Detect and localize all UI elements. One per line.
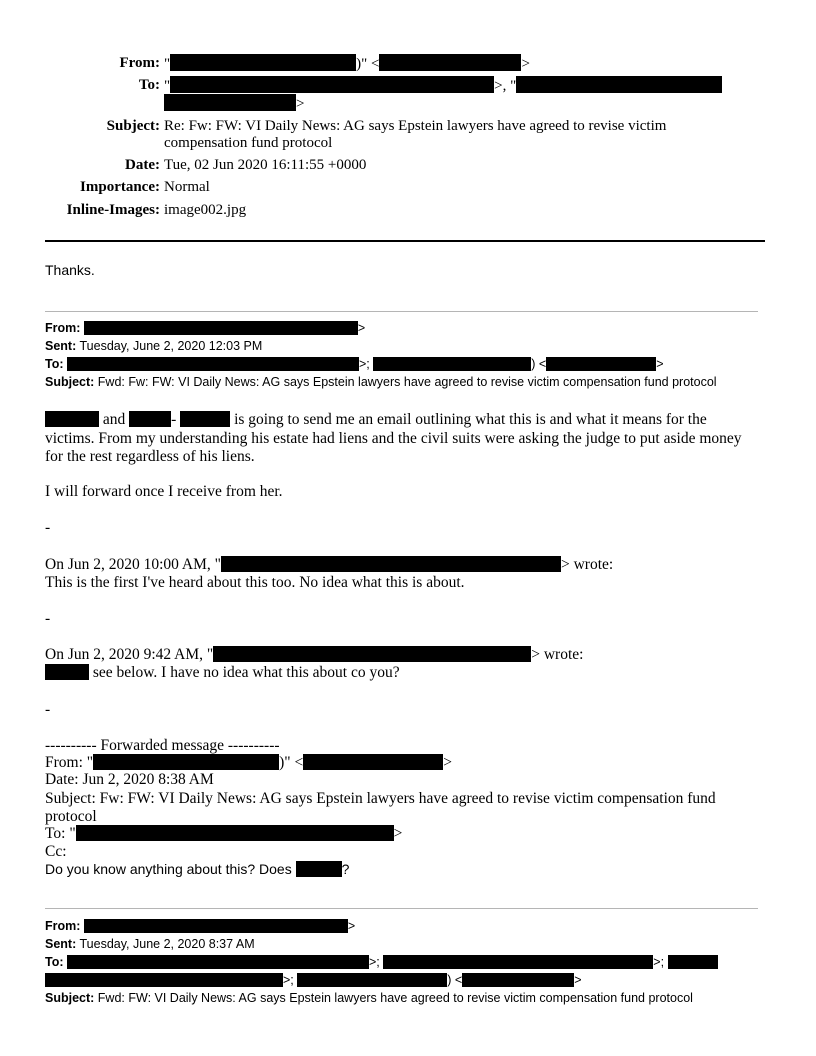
redaction [668,955,718,969]
redaction [373,357,531,371]
redaction [379,54,521,71]
fwd2-from: From: > [45,919,356,933]
importance-label: Importance: [80,179,160,195]
redaction [303,754,443,770]
redaction [170,54,356,71]
redaction [164,94,296,111]
fwd2-sent: Sent: Tuesday, June 2, 2020 8:37 AM [45,937,255,951]
body-p1-line3: for the rest regardless of his liens. [45,448,255,465]
redaction [462,973,574,987]
redaction [516,76,722,93]
forwarded-marker: ---------- Forwarded message ---------- [45,737,280,754]
redaction [297,973,447,987]
fwd-date: Date: Jun 2, 2020 8:38 AM [45,771,214,788]
redaction [45,973,283,987]
fwd2-to: To: >; >; [45,954,718,971]
inline-images-label: Inline-Images: [66,202,160,218]
header-divider [45,240,765,242]
fwd1-to: To: >; ) < > [45,357,664,371]
fwd-subject-line-1: Subject: Fw: FW: VI Daily News: AG says Epstein lawyers have agreed to revise victim compensation fund [45,790,716,807]
redaction [221,556,561,572]
redaction [93,754,279,770]
subject-label: Subject: [106,118,160,134]
separator-dash: - [45,519,51,536]
ask-line: Do you know anything about this? Does ? [45,861,350,877]
quote1-text: This is the first I've heard about this too. No idea what this is about. [45,574,465,591]
fwd-from: From: " )" < > [45,754,452,771]
to-label: To: [138,77,160,93]
redaction [129,411,171,427]
fwd1-sent: Sent: Tuesday, June 2, 2020 12:03 PM [45,339,263,353]
body-p1-line2: victims. From my understanding his estate had liens and the civil suits were asking the judge to put aside money [45,430,742,447]
date-value: Tue, 02 Jun 2020 16:11:55 +0000 [164,157,367,173]
fwd-to: To: " > [45,825,403,842]
redaction [296,861,342,877]
from-value: " )" < > [164,56,530,72]
subject-line-2: compensation fund protocol [164,135,333,151]
date-label: Date: [125,157,160,173]
forward-divider-2 [45,908,758,909]
quote2-text: see below. I have no idea what this about co you? [45,664,400,682]
importance-value: Normal [164,179,210,195]
redaction [76,825,394,841]
to-value-cont: > [164,94,304,113]
redaction [67,357,359,371]
fwd2-to-cont: >; ) < > [45,972,582,989]
fwd1-from: From: > [45,321,366,335]
quote1-intro: On Jun 2, 2020 10:00 AM, " > wrote: [45,556,614,573]
redaction [45,664,89,680]
redaction [383,955,653,969]
to-value: " >, " [164,76,722,95]
redaction [45,411,99,427]
redaction [170,76,494,93]
fwd-subject-line-2: protocol [45,808,97,825]
redaction [84,919,348,933]
redaction [84,321,358,335]
reply-text: Thanks. [45,262,95,278]
redaction [67,955,369,969]
subject-line-1: Re: Fw: FW: VI Daily News: AG says Epstein lawyers have agreed to revise victim [164,118,667,134]
fwd1-subject: Subject: Fwd: Fw: FW: VI Daily News: AG says Epstein lawyers have agreed to revise victim compensation fund protocol [45,375,717,389]
forward-divider-1 [45,311,758,312]
inline-images-value: image002.jpg [164,202,247,218]
fwd2-subject: Subject: Fwd: FW: VI Daily News: AG says Epstein lawyers have agreed to revise victim compensation fund protocol [45,991,693,1005]
redaction [213,646,531,662]
from-label: From: [119,55,160,71]
redaction [546,357,656,371]
body-p1-line1: and - is going to send me an email outlining what this is and what it means for the [45,411,707,429]
body-p2: I will forward once I receive from her. [45,483,283,500]
redaction [180,411,230,427]
fwd-cc: Cc: [45,843,67,860]
quote2-intro: On Jun 2, 2020 9:42 AM, " > wrote: [45,646,584,663]
separator-dash: - [45,610,51,627]
separator-dash: - [45,701,51,718]
